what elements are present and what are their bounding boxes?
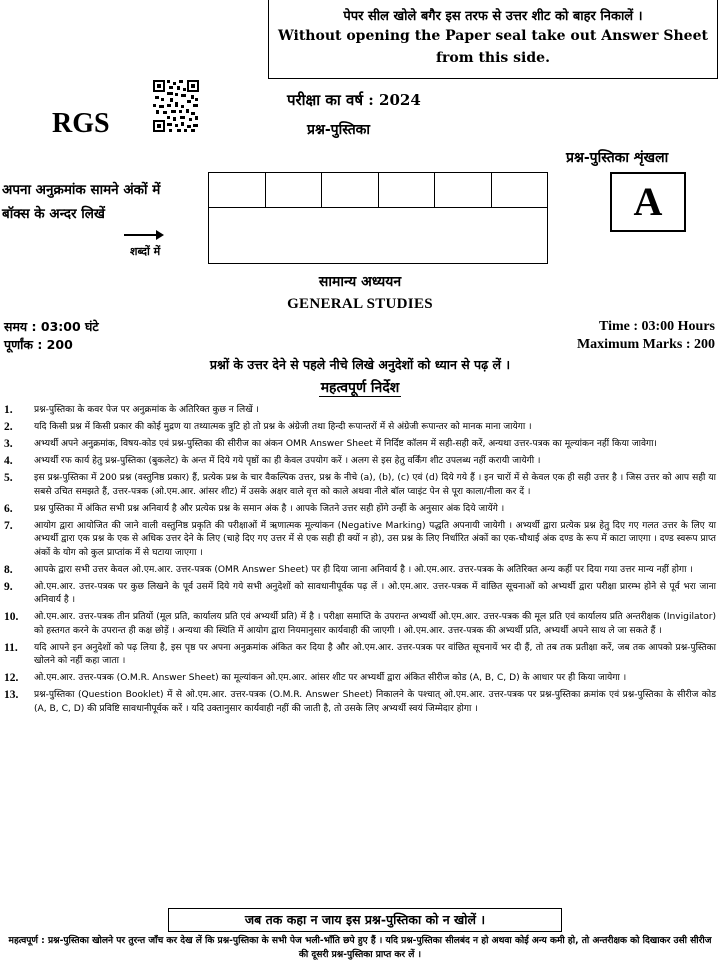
roll-number-digit-boxes[interactable] — [208, 172, 548, 208]
do-not-open-box: जब तक कहा न जाय इस प्रश्न-पुस्तिका को न खोलें । — [168, 908, 562, 932]
roll-digit-box[interactable] — [435, 173, 492, 207]
instruction-item — [4, 581, 716, 608]
booklet-series-box: A — [610, 172, 686, 232]
important-instructions-title: महत्वपूर्ण निर्देश — [320, 380, 400, 396]
instruction-number: 3. — [4, 437, 13, 450]
time-hindi: समय : 03:00 घंटे — [4, 319, 99, 334]
instruction-number: 5. — [4, 471, 13, 484]
instruction-item — [4, 564, 716, 578]
seal-instruction-english-1: Without opening the Paper seal take out Answer Sheet — [278, 28, 708, 44]
logo-text: RGS — [52, 108, 110, 139]
instruction-text: प्रश्न पुस्तिका में अंकित सभी प्रश्न अनिवार्य है और प्रत्येक प्रश्न के समान अंक है । आपके जितने उत्तर सही होंगे उन्हीं के अनुसार अंक दिये जायेंगे । — [34, 503, 505, 514]
instruction-number: 6. — [4, 502, 13, 515]
roll-digit-box[interactable] — [209, 173, 266, 207]
seal-instruction-english-2: from this side. — [436, 50, 550, 66]
roll-digit-box[interactable] — [492, 173, 548, 207]
time-marks-hindi — [4, 318, 99, 354]
instruction-text: इस प्रश्न-पुस्तिका में 200 प्रश्न (वस्तुनिष्ठ प्रकार) हैं, प्रत्येक प्रश्न के चार वैकल्पिक उत्तर, प्रश्न के नीचे (a), (b), (c) एवं (d) दिये गये हैं । इन चारों में से केवल एक ही सही उत्तर है । जिस उत्तर को आप सही या सबसे उचित समझते हैं, उत्तर-पत्रक (ओ.एम.आर. आंसर शीट) में उसके अक्षर वाले वृत्त को काले अथवा नीले बॉल प्वाइंट पेन से पूरा काला/नीला कर दें । — [34, 472, 716, 497]
booklet-series-label: प्रश्न-पुस्तिका शृंखला — [566, 150, 669, 166]
instruction-number: 13. — [4, 689, 19, 702]
instruction-number: 11. — [4, 641, 18, 654]
instruction-item — [4, 438, 716, 452]
roll-digit-box[interactable] — [322, 173, 379, 207]
marks-hindi: पूर्णांक : 200 — [4, 337, 73, 352]
subject-english: GENERAL STUDIES — [287, 296, 433, 312]
instruction-text: अभ्यर्थी अपने अनुक्रमांक, विषय-कोड एवं प्रश्न-पुस्तिका की सीरीज का अंकन OMR Answer Sheet में निर्दिष्ट कॉलम में सही-सही करें, अन्यथा उत्तर-पत्रक का मूल्यांकन नहीं किया जावेगा। — [34, 438, 657, 449]
roll-number-words-label: शब्दों में — [130, 245, 161, 258]
subject-hindi: सामान्य अध्ययन — [318, 274, 402, 290]
roll-number-label-line2: बॉक्स के अन्दर लिखें — [2, 206, 105, 222]
roll-number-words-box[interactable] — [208, 208, 548, 264]
time-english: Time : 03:00 Hours — [598, 319, 715, 334]
roll-digit-box[interactable] — [266, 173, 323, 207]
instruction-text: आयोग द्वारा आयोजित की जाने वाली वस्तुनिष्ठ प्रकृति की परीक्षाओं में ऋणात्मक मूल्यांकन (Negative Marking) पद्धति अपनायी जायेगी । अभ्यर्थी द्वारा प्रत्येक प्रश्न हेतु दिए गए गलत उत्तर के लिए या अभ्यर्थी द्वारा एक प्रश्न के एक से अधिक उत्तर देने के लिए (चाहे दिए गए उत्तर में से एक सही ही क्यों न हो), उस प्रश्न के लिए निर्धारित अंकों का एक-चौथाई अंक दण्ड के रूप में काटा जाएगा । दण्ड स्वरूप प्राप्त अंकों के योग को कुल प्राप्तांक में से घटाया जाएगा । — [34, 520, 716, 558]
instruction-item — [4, 421, 716, 435]
instruction-number: 1. — [4, 404, 13, 416]
instruction-text: यदि आपने इन अनुदेशों को पढ़ लिया है, इस पृष्ठ पर अपना अनुक्रमांक अंकित कर दिया है और ओ.एम.आर. उत्तर-पत्रक पर वांछित सूचनायें भर दी हैं, तो तब तक प्रतीक्षा करें, जब तक आपको प्रश्न-पुस्तिका खोलने को नहीं कहा जाता । — [34, 642, 716, 667]
roll-number-label — [2, 178, 212, 226]
arrow-right-icon — [124, 228, 164, 242]
instructions-list — [4, 404, 716, 720]
instruction-number: 9. — [4, 580, 13, 593]
read-instructions-note: प्रश्नों के उत्तर देने से पहले नीचे लिखे अनुदेशों को ध्यान से पढ़ लें । — [209, 357, 511, 372]
important-final-note: महत्वपूर्ण : प्रश्न-पुस्तिका खोलने पर तुरन्त जाँच कर देख लें कि प्रश्न-पुस्तिका के सभी पेज भली-भाँति छपे हुए हैं । यदि प्रश्न-पुस्तिका सीलबंद न हो अथवा कोई अन्य कमी हो, तो अन्तरीक्षक को दिखाकर उसी सीरीज की दूसरी प्रश्न-पुस्तिका प्राप्त कर लें । — [8, 936, 712, 960]
instruction-item — [4, 689, 716, 716]
instruction-item — [4, 672, 716, 686]
instruction-number: 12. — [4, 672, 19, 685]
instruction-number: 2. — [4, 420, 13, 433]
instruction-text: प्रश्न-पुस्तिका (Question Booklet) में से ओ.एम.आर. उत्तर-पत्रक (O.M.R. Answer Sheet) निकालने के पश्चात् ओ.एम.आर. उत्तर-पत्रक पर प्रश्न-पुस्तिका क्रमांक एवं प्रश्न-पुस्तिका के सीरीज कोड (A, B, C, D) की प्रविष्टि सावधानीपूर्वक करें । यदि उक्तानुसार कार्यवाही नहीं की जाती है, तो उसके लिए अभ्यर्थी स्वयं जिम्मेदार होगा । — [34, 690, 716, 714]
qr-code-icon — [153, 80, 199, 132]
instruction-text: ओ.एम.आर. उत्तर-पत्रक तीन प्रतियों (मूल प्रति, कार्यालय प्रति एवं अभ्यर्थी प्रति) में है । परीक्षा समाप्ति के उपरान्त अभ्यर्थी ओ.एम.आर. उत्तर-पत्रक की मूल प्रति एवं कार्यालय प्रति अन्तरीक्षक (Invigilator) को हस्तगत करने के उपरान्त ही कक्ष छोड़ें । अन्यथा की स्थिति में आयोग द्वारा नियमानुसार कार्यवाही की जाएगी । ओ.एम.आर. उत्तर-पत्रक की अभ्यर्थी प्रति, अभ्यर्थी अपने साथ ले जा सकते हैं । — [34, 612, 716, 636]
instruction-item — [4, 520, 716, 561]
instruction-text: ओ.एम.आर. उत्तर-पत्रक (O.M.R. Answer Sheet) का मूल्यांकन ओ.एम.आर. आंसर शीट पर अभ्यर्थी द्वारा अंकित सीरीज कोड (A, B, C, D) के आधार पर ही किया जायेगा । — [34, 673, 627, 684]
instruction-item — [4, 642, 716, 669]
instruction-item — [4, 404, 716, 418]
seal-instruction-box — [268, 0, 718, 79]
instruction-item — [4, 472, 716, 499]
instruction-number: 8. — [4, 563, 13, 576]
instruction-text: आपके द्वारा सभी उत्तर केवल ओ.एम.आर. उत्तर-पत्रक (OMR Answer Sheet) पर ही दिया जाना अनिवार्य है । ओ.एम.आर. उत्तर-पत्रक के अतिरिक्त अन्य कहीं पर दिया गया उत्तर मान्य नहीं होगा । — [34, 564, 693, 575]
instruction-number: 10. — [4, 611, 19, 624]
marks-english: Maximum Marks : 200 — [576, 337, 715, 352]
roll-number-label-line1: अपना अनुक्रमांक सामने अंकों में — [2, 182, 161, 198]
instruction-text: ओ.एम.आर. उत्तर-पत्रक पर कुछ लिखने के पूर्व उसमें दिये गये सभी अनुदेशों को सावधानीपूर्वक पढ़ लें । ओ.एम.आर. उत्तर-पत्रक में वांछित सूचनाओं को अभ्यर्थी द्वारा परीक्षा प्रारम्भ होने से पूर्व भरा जाना अनिवार्य है । — [34, 581, 716, 606]
instruction-text: यदि किसी प्रश्न में किसी प्रकार की कोई मुद्रण या तथ्यात्मक त्रुटि हो तो प्रश्न के अंग्रेजी तथा हिन्दी रूपान्तरों में से अंग्रेजी रूपान्तर को मानक माना जायेगा । — [34, 421, 532, 432]
instruction-item — [4, 503, 716, 517]
instruction-item — [4, 455, 716, 469]
instruction-text: प्रश्न-पुस्तिका के कवर पेज पर अनुक्रमांक के अतिरिक्त कुछ न लिखें । — [34, 405, 259, 415]
instruction-text: अभ्यर्थी रफ कार्य हेतु प्रश्न-पुस्तिका (बुकलेट) के अन्त में दिये गये पृष्ठों का ही केवल उपयोग करें । अलग से इस हेतु वर्किंग शीट उपलब्ध नहीं करायी जायेगी । — [34, 455, 541, 466]
instruction-number: 4. — [4, 454, 13, 467]
important-instructions-heading — [0, 378, 720, 397]
roll-digit-box[interactable] — [379, 173, 436, 207]
time-marks-english — [577, 318, 715, 354]
exam-year: परीक्षा का वर्ष : 2024 — [287, 91, 421, 109]
instruction-number: 7. — [4, 519, 13, 532]
seal-instruction-hindi: पेपर सील खोले बगैर इस तरफ से उत्तर शीट को बाहर निकालें । — [343, 9, 643, 24]
instruction-item — [4, 611, 716, 638]
booklet-label: प्रश्न-पुस्तिका — [307, 122, 371, 138]
